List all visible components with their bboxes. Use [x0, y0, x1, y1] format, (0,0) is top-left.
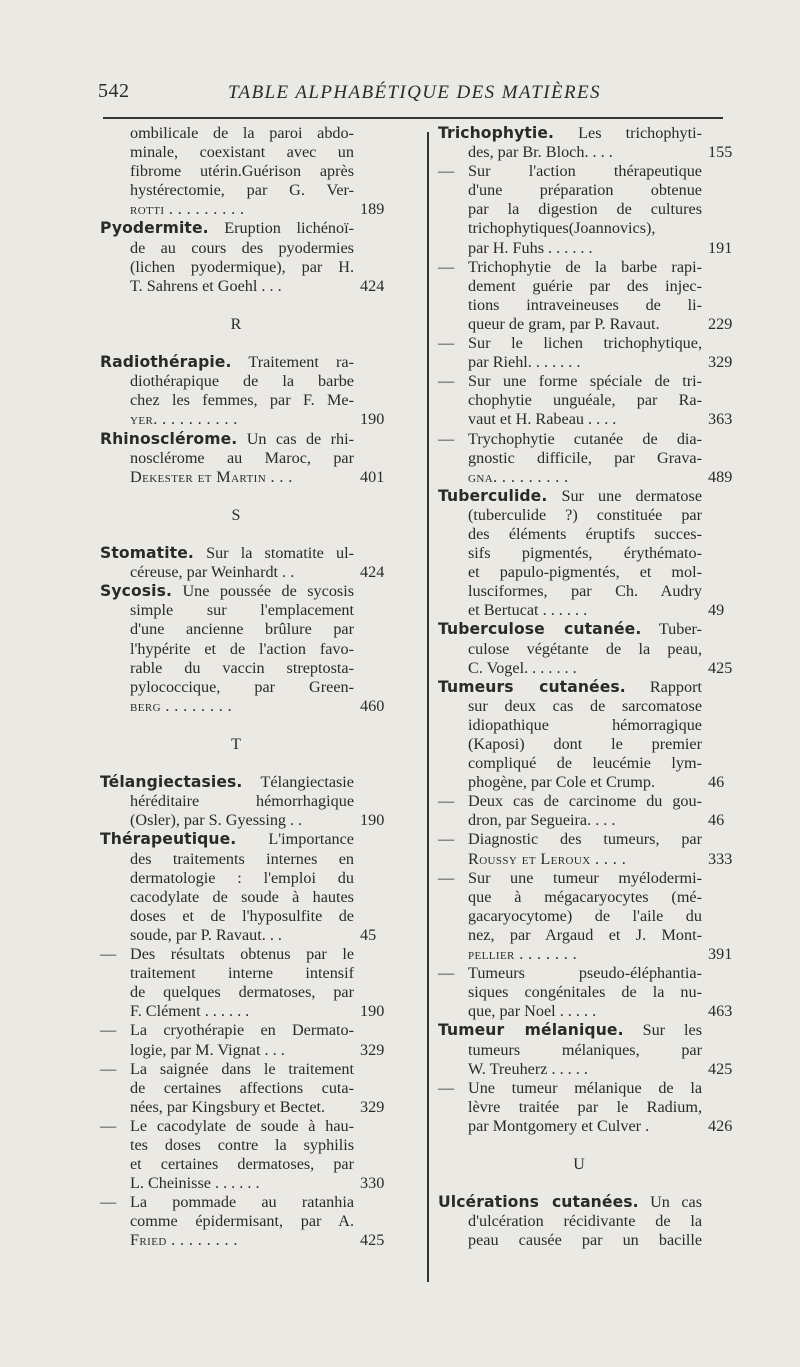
index-line	[438, 181, 760, 200]
entry-text: chophytie unguéale, par Ra-	[468, 391, 702, 410]
index-entry	[100, 124, 412, 219]
index-entry-tumeurs-cutanees	[438, 678, 760, 1022]
index-entry-therapeutique	[100, 830, 412, 1250]
entry-author: L. Cheinisse . . . . . .	[130, 1174, 260, 1193]
index-line	[438, 907, 760, 926]
page-ref: 46	[708, 811, 725, 830]
index-line	[438, 620, 760, 639]
entry-text: comme épidermisant, par A.	[130, 1212, 354, 1231]
index-line	[438, 926, 760, 945]
index-line	[100, 391, 412, 410]
page-ref: 329	[360, 1040, 385, 1059]
entry-author: Roussy et Leroux . . . .	[468, 849, 627, 868]
page-ref: 460	[360, 696, 385, 715]
page-ref: 189	[360, 200, 385, 219]
index-line	[438, 200, 760, 219]
index-line	[438, 792, 760, 811]
index-line	[438, 754, 760, 773]
entry-text: cacodylate de soude à hautes	[130, 887, 354, 906]
index-entry-sycosis	[100, 582, 412, 716]
page-ref: 190	[360, 811, 385, 830]
entry-text: Un cas de rhi-	[246, 429, 354, 448]
index-line	[100, 1041, 412, 1060]
entry-author: par Riehl. . . . . . .	[468, 353, 581, 372]
entry-author: C. Vogel. . . . . . .	[468, 658, 577, 677]
entry-text: Tuber-	[658, 620, 702, 639]
index-line	[438, 716, 760, 735]
index-line	[438, 430, 760, 449]
entry-author: nées, par Kingsbury et Bectet.	[130, 1097, 326, 1116]
entry-text: tes doses contre la syphilis	[130, 1135, 354, 1154]
index-line	[438, 1117, 760, 1136]
index-line	[438, 525, 760, 544]
index-line	[100, 1117, 412, 1136]
entry-text: (tuberculide ?) constituée par	[468, 505, 702, 524]
entry-author: queur de gram, par P. Ravaut.	[468, 314, 660, 333]
entry-text: Des résultats obtenus par le	[130, 945, 354, 964]
entry-author: rotti . . . . . . . . .	[130, 200, 245, 219]
entry-text: d'ulcération récidivante de la	[468, 1212, 702, 1231]
entry-text: que à mégacaryocytes (mé-	[468, 887, 702, 906]
index-line	[438, 506, 760, 525]
entry-text: (lichen pyodermique), par H.	[130, 257, 354, 276]
index-line	[438, 219, 760, 238]
index-line	[100, 353, 412, 372]
index-line	[438, 601, 760, 620]
index-line	[100, 659, 412, 678]
entry-heading: Radiothérapie.	[100, 353, 232, 372]
dash: —	[438, 830, 455, 849]
index-line	[100, 410, 412, 429]
entry-text: Eruption lichénoï-	[224, 219, 354, 238]
dash: —	[438, 964, 455, 983]
page-ref: 190	[360, 1002, 385, 1021]
index-line	[438, 735, 760, 754]
dash: —	[438, 162, 455, 181]
index-line	[438, 315, 760, 334]
entry-author: pellier . . . . . . .	[468, 945, 578, 964]
entry-heading: Tuberculide.	[438, 486, 548, 505]
dash: —	[438, 257, 455, 276]
page-number: 542	[98, 80, 130, 102]
index-line	[100, 792, 412, 811]
entry-text: sifs pigmentés, érythémato-	[468, 544, 702, 563]
entry-text: Une poussée de sycosis	[182, 582, 355, 601]
index-line	[100, 811, 412, 830]
entry-text: lusciformes, par Ch. Audry	[468, 582, 702, 601]
index-line	[438, 391, 760, 410]
entry-heading: Télangiectasies.	[100, 773, 243, 792]
entry-text: La cryothérapie en Dermato-	[130, 1021, 354, 1040]
page-ref: 425	[708, 1059, 733, 1078]
entry-author: berg . . . . . . . .	[130, 696, 233, 715]
entry-author: Fried . . . . . . . .	[130, 1231, 238, 1250]
entry-text: d'une préparation obtenue	[468, 181, 702, 200]
entry-text: doses et de l'hyposulfite de	[130, 906, 354, 925]
entry-text: tumeurs mélaniques, par	[468, 1040, 702, 1059]
entry-text: gnostic difficile, par Grava-	[468, 448, 702, 467]
entry-text: Sur une dermatose	[561, 486, 702, 505]
entry-author: F. Clément . . . . . .	[130, 1002, 250, 1021]
entry-text: Sur l'action thérapeutique	[468, 162, 702, 181]
right-column	[438, 124, 760, 1251]
index-line	[438, 945, 760, 964]
running-title: TABLE ALPHABÉTIQUE DES MATIÈRES	[228, 82, 601, 103]
left-column	[100, 124, 412, 1251]
entry-author: céreuse, par Weinhardt . .	[130, 563, 295, 582]
entry-text: de quelques dermatoses, par	[130, 983, 354, 1002]
entry-heading: Stomatite.	[100, 544, 194, 563]
entry-text: trichophytiques(Joannovics),	[468, 219, 656, 238]
entry-text: dement guérie par des injec-	[468, 276, 702, 295]
index-line	[100, 1155, 412, 1174]
entry-text: Télangiectasie	[260, 773, 354, 792]
entry-text: Sur le lichen trichophytique,	[468, 334, 702, 353]
index-line	[438, 811, 760, 830]
entry-author: W. Treuherz . . . . .	[468, 1059, 588, 1078]
index-line	[438, 258, 760, 277]
entry-text: d'une ancienne brûlure par	[130, 620, 354, 639]
index-line	[438, 544, 760, 563]
index-entry-telangiectasies	[100, 773, 412, 830]
index-line	[100, 678, 412, 697]
entry-author: T. Sahrens et Goehl . . .	[130, 276, 282, 295]
page-ref: 401	[360, 467, 385, 486]
index-line	[438, 353, 760, 372]
dash: —	[438, 792, 455, 811]
entry-author: que, par Noel . . . . .	[468, 1002, 597, 1021]
entry-text: compliqué de leucémie lym-	[468, 754, 702, 773]
index-line	[438, 1079, 760, 1098]
dash: —	[438, 334, 455, 353]
index-line	[100, 945, 412, 964]
entry-text: Traitement ra-	[248, 353, 354, 372]
index-line	[100, 544, 412, 563]
index-line	[100, 162, 412, 181]
index-line	[100, 219, 412, 238]
page-ref: 329	[360, 1097, 385, 1116]
entry-text: L'importance	[268, 830, 354, 849]
entry-text: Diagnostic des tumeurs, par	[468, 830, 702, 849]
page-ref: 463	[708, 1002, 733, 1021]
entry-text: rable du vaccin streptosta-	[130, 658, 354, 677]
entry-text: La pommade au ratanhia	[130, 1193, 354, 1212]
entry-text: de certaines affections cuta-	[130, 1078, 354, 1097]
entry-text: traitement interne intensif	[130, 964, 354, 983]
entry-text: de au cours des pyodermies	[130, 238, 354, 257]
page-ref: 155	[708, 143, 733, 162]
dash: —	[438, 1078, 455, 1097]
index-line	[438, 296, 760, 315]
index-line	[100, 143, 412, 162]
entry-text: hystérectomie, par G. Ver-	[130, 181, 354, 200]
index-line	[100, 449, 412, 468]
entry-author: vaut et H. Rabeau . . . .	[468, 410, 617, 429]
entry-text: Sur une forme spéciale de tri-	[468, 372, 702, 391]
entry-text: simple sur l'emplacement	[130, 601, 354, 620]
entry-author: des, par Br. Bloch. . . .	[468, 143, 613, 162]
entry-text: des éléments éruptifs succes-	[468, 524, 702, 543]
index-entry-tuberculose-cutanee	[438, 620, 760, 677]
section-letter-r: R	[230, 315, 242, 333]
column-divider	[427, 132, 429, 1282]
index-line	[438, 869, 760, 888]
page-ref: 363	[708, 410, 733, 429]
index-line	[100, 1098, 412, 1117]
index-line	[100, 1231, 412, 1250]
index-line	[100, 372, 412, 391]
index-line	[100, 640, 412, 659]
entry-text: Deux cas de carcinome du gou-	[468, 792, 702, 811]
entry-text: Une tumeur mélanique de la	[468, 1078, 702, 1097]
entry-heading: Sycosis.	[100, 582, 172, 601]
entry-text: l'hypérite et de l'action favo-	[130, 639, 354, 658]
entry-text: nez, par Argaud et J. Mont-	[468, 925, 702, 944]
entry-text: La saignée dans le traitement	[130, 1059, 354, 1078]
index-line	[100, 620, 412, 639]
index-line	[438, 640, 760, 659]
dash: —	[100, 945, 117, 964]
index-line	[100, 582, 412, 601]
index-line	[100, 983, 412, 1002]
index-entry-ulcerations-cutanees	[438, 1193, 760, 1250]
page-ref: 424	[360, 563, 385, 582]
entry-text: Les trichophyti-	[578, 124, 702, 142]
entry-text: des traitements internes en	[130, 849, 354, 868]
entry-heading: Pyodermite.	[100, 219, 209, 238]
index-entry-tuberculide	[438, 487, 760, 621]
page-ref: 391	[708, 945, 733, 964]
index-line	[438, 277, 760, 296]
index-line	[438, 1002, 760, 1021]
page-ref: 425	[360, 1231, 385, 1250]
entry-text: Un cas	[650, 1193, 703, 1212]
entry-author: par H. Fuhs . . . . . .	[468, 238, 593, 257]
index-line	[438, 449, 760, 468]
entry-heading: Rhinosclérome.	[100, 429, 238, 448]
entry-text: héréditaire hémorrhagique	[130, 792, 354, 811]
header-rule	[103, 117, 723, 119]
entry-text: idiopathique hémorragique	[468, 715, 702, 734]
page-ref: 191	[708, 238, 733, 257]
dash: —	[100, 1116, 117, 1135]
entry-text: lèvre traitée par le Radium,	[468, 1097, 702, 1116]
index-line	[100, 697, 412, 716]
index-line	[100, 430, 412, 449]
index-line	[100, 1060, 412, 1079]
page-ref: 45	[360, 925, 377, 944]
entry-heading: Ulcérations cutanées.	[438, 1193, 639, 1212]
index-line	[438, 830, 760, 849]
entry-author: Dekester et Martin . . .	[130, 467, 293, 486]
entry-text: Trichophytie de la barbe rapi-	[468, 257, 702, 276]
index-line	[100, 124, 412, 143]
entry-text: gacaryocytome) de l'aile du	[468, 906, 702, 925]
index-line	[438, 372, 760, 391]
entry-text: Le cacodylate de soude à hau-	[130, 1116, 354, 1135]
index-line	[100, 964, 412, 983]
index-line	[438, 1231, 760, 1250]
entry-text: culose végétante de la peau,	[468, 639, 702, 658]
dash: —	[438, 429, 455, 448]
entry-text: siques congénitales de la nu-	[468, 983, 702, 1002]
index-line	[438, 563, 760, 582]
index-line	[438, 697, 760, 716]
entry-text: et papulo-pigmentés, et mol-	[468, 563, 702, 582]
entry-text: (Kaposi) dont le premier	[468, 735, 702, 753]
index-line	[100, 773, 412, 792]
index-line	[438, 1193, 760, 1212]
entry-author: dron, par Segueira. . . .	[468, 811, 616, 830]
page-ref: 489	[708, 467, 733, 486]
dash: —	[438, 372, 455, 391]
index-line	[100, 1079, 412, 1098]
index-line	[100, 1021, 412, 1040]
index-line	[100, 200, 412, 219]
entry-author: soude, par P. Ravaut. . .	[130, 925, 282, 944]
entry-author: par Montgomery et Culver .	[468, 1116, 650, 1135]
entry-text: Tumeurs pseudo-éléphantia-	[468, 964, 702, 983]
index-line	[100, 1212, 412, 1231]
index-line	[100, 1174, 412, 1193]
entry-text: pylococcique, par Green-	[130, 677, 354, 696]
dash: —	[100, 1193, 117, 1212]
entry-text: et certaines dermatoses, par	[130, 1155, 354, 1174]
index-line	[438, 1060, 760, 1079]
index-line	[438, 678, 760, 697]
index-line	[438, 773, 760, 792]
section-letter-u: U	[573, 1156, 585, 1174]
index-entry-radiotherapie	[100, 353, 412, 429]
dash: —	[100, 1021, 117, 1040]
index-line	[438, 1098, 760, 1117]
index-entry-tumeur-melanique	[438, 1021, 760, 1136]
index-line	[438, 239, 760, 258]
page-ref: 333	[708, 849, 733, 868]
index-line	[100, 563, 412, 582]
index-line	[438, 964, 760, 983]
dash: —	[438, 868, 455, 887]
index-line	[100, 926, 412, 945]
index-line	[100, 468, 412, 487]
entry-heading: Trichophytie.	[438, 124, 555, 142]
index-line	[438, 888, 760, 907]
page-ref: 190	[360, 410, 385, 429]
index-line	[438, 1212, 760, 1231]
index-line	[100, 850, 412, 869]
dash: —	[100, 1059, 117, 1078]
entry-text: dermatologie : l'emploi du	[130, 868, 354, 887]
index-line	[100, 907, 412, 926]
index-line	[100, 277, 412, 296]
page-header	[98, 76, 720, 112]
entry-text: fibrome utérin.Guérison après	[130, 162, 354, 181]
index-line	[438, 468, 760, 487]
entry-text: sur deux cas de sarcomatose	[468, 696, 702, 715]
entry-text: peau causée par un bacille	[468, 1231, 702, 1250]
page-ref: 229	[708, 314, 733, 333]
index-line	[100, 1136, 412, 1155]
entry-author: (Osler), par S. Gyessing . .	[130, 811, 303, 830]
section-letter-s: S	[231, 506, 241, 524]
entry-text: minale, coexistant avec un	[130, 143, 354, 162]
index-entry-trichophytie	[438, 124, 760, 487]
index-line	[100, 1002, 412, 1021]
index-line	[100, 258, 412, 277]
index-entry-stomatite	[100, 544, 412, 582]
entry-author: gna. . . . . . . . .	[468, 467, 569, 486]
entry-author: yer. . . . . . . . . .	[130, 410, 238, 429]
entry-text: Sur une tumeur myélodermi-	[468, 868, 702, 887]
entry-heading: Tumeurs cutanées.	[438, 677, 626, 696]
entry-author: et Bertucat . . . . . .	[468, 601, 588, 620]
index-entry-rhinosclerome	[100, 430, 412, 487]
entry-heading: Tuberculose cutanée.	[438, 620, 642, 639]
index-line	[438, 143, 760, 162]
entry-text: tions intraveineuses de li-	[468, 295, 702, 314]
index-line	[438, 983, 760, 1002]
index-line	[438, 659, 760, 678]
index-line	[100, 239, 412, 258]
entry-text: par la digestion de cultures	[468, 200, 702, 219]
page-ref: 424	[360, 276, 385, 295]
index-entry-pyodermite	[100, 219, 412, 295]
entry-text: chez les femmes, par F. Me-	[130, 391, 354, 410]
entry-author: phogène, par Cole et Crump.	[468, 773, 656, 792]
page-ref: 49	[708, 601, 725, 620]
index-line	[100, 601, 412, 620]
index-line	[100, 869, 412, 888]
index-line	[100, 888, 412, 907]
page-ref: 329	[708, 353, 733, 372]
entry-text: ombilicale de la paroi abdo-	[130, 124, 354, 142]
index-line	[438, 162, 760, 181]
page-ref: 426	[708, 1116, 733, 1135]
page-ref: 46	[708, 773, 725, 792]
page-ref: 330	[360, 1174, 385, 1193]
index-line	[438, 487, 760, 506]
entry-heading: Thérapeutique.	[100, 830, 237, 849]
index-line	[438, 124, 760, 143]
index-line	[438, 334, 760, 353]
entry-heading: Tumeur mélanique.	[438, 1021, 624, 1040]
entry-text: Sur les	[642, 1021, 702, 1040]
index-line	[438, 410, 760, 429]
index-line	[100, 1193, 412, 1212]
index-line	[100, 181, 412, 200]
index-line	[438, 1041, 760, 1060]
index-line	[100, 830, 412, 849]
index-line	[438, 1021, 760, 1040]
page-ref: 425	[708, 658, 733, 677]
index-line	[438, 582, 760, 601]
entry-text: Trychophytie cutanée de dia-	[468, 429, 702, 448]
section-letter-t: T	[231, 736, 241, 753]
entry-text: Rapport	[649, 677, 702, 696]
entry-text: Sur la stomatite ul-	[206, 544, 354, 563]
entry-author: logie, par M. Vignat . . .	[130, 1040, 285, 1059]
index-line	[438, 850, 760, 869]
entry-text: nosclérome au Maroc, par	[130, 448, 354, 467]
entry-text: diothérapique de la barbe	[130, 372, 354, 391]
